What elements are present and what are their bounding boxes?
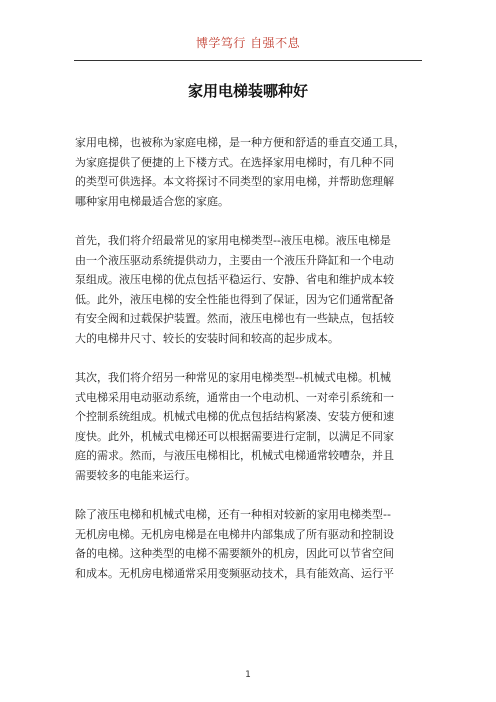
paragraph-line: 泵组成。液压电梯的优点包括平稳运行、安静、省电和维护成本较 [75,273,394,286]
paragraph-line: 无机房电梯。无机房电梯是在电梯井内部集成了所有驱动和控制设 [75,527,394,541]
paragraph-line: 个控制系统组成。机械式电梯的优点包括结构紧凑、安装方便和速 [75,410,394,423]
paragraph-line: 由一个液压驱动系统提供动力，主要由一个液压升降缸和一个电动 [75,253,394,267]
paragraph-line: 和成本。无机房电梯通常采用变频驱动技术，具有能效高、运行平 [75,566,394,580]
header-divider [74,60,422,61]
paragraph-line: 哪种家用电梯最适合您的家庭。 [75,194,229,208]
header-motto: 博学笃行 自强不息 [195,36,301,50]
paragraph-machine-roomless [75,505,425,583]
document-title: 家用电梯装哪种好 [187,82,308,100]
paragraph-line: 备的电梯。这种类型的电梯不需要额外的机房，因此可以节省空间 [75,547,394,560]
paragraph-mechanical [75,368,425,485]
paragraph-line: 有安全阀和过载保护装置。然而，液压电梯也有一些缺点，包括较 [75,312,394,325]
document-body [75,133,425,603]
paragraph-line: 的类型可供选择。本文将探讨不同类型的家用电梯，并帮助您理解 [75,175,394,188]
paragraph-line: 首先，我们将介绍最常见的家用电梯类型--液压电梯。液压电梯是 [75,234,391,247]
paragraph-line: 度快。此外，机械式电梯还可以根据需要进行定制，以满足不同家 [75,429,394,443]
paragraph-intro [75,133,425,211]
paragraph-hydraulic [75,231,425,348]
paragraph-line: 庭的需求。然而，与液压电梯相比，机械式电梯通常较嘈杂，并且 [75,449,394,462]
paragraph-line: 为家庭提供了便捷的上下楼方式。在选择家用电梯时，有几种不同 [75,155,394,169]
paragraph-line: 需要较多的电能来运行。 [75,468,196,482]
paragraph-line: 大的电梯井尺寸、较长的安装时间和较高的起步成本。 [75,331,339,345]
paragraph-line: 除了液压电梯和机械式电梯，还有一种相对较新的家用电梯类型-- [75,508,391,521]
paragraph-line: 式电梯采用电动驱动系统，通常由一个电动机、一对牵引系统和一 [75,390,394,404]
paragraph-line: 低。此外，液压电梯的安全性能也得到了保证，因为它们通常配备 [75,292,394,306]
paragraph-line: 其次，我们将介绍另一种常见的家用电梯类型--机械式电梯。机械 [75,371,391,384]
paragraph-line: 家用电梯，也被称为家庭电梯，是一种方便和舒适的垂直交通工具， [75,136,405,149]
page-number: 1 [245,670,251,680]
